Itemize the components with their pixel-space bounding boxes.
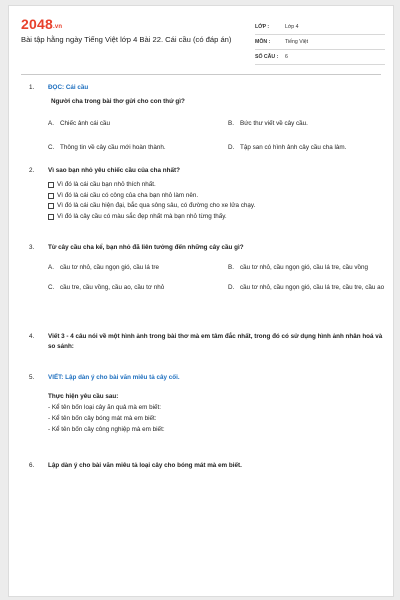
question-title: Lập dàn ý cho bài văn miêu tả loại cây cho bóng mát mà em biết. [48,462,242,469]
answer-option-a[interactable] [48,263,220,273]
option-letter: B. [228,120,234,127]
meta-label: SỐ CÂU : [255,54,279,60]
checkbox-label: Vì đó là cây cầu có màu sắc đẹp nhất mà bạn nhỏ từng thấy. [57,212,227,220]
question-number: 6. [29,462,35,469]
option-letter: B. [228,264,234,271]
meta-value: 6 [285,54,288,60]
answer-option-d[interactable] [228,143,400,153]
meta-row-class [255,20,385,35]
option-letter: A. [48,120,54,127]
question-number: 2. [29,167,35,174]
meta-row-subject [255,35,385,50]
question-1 [21,83,383,153]
question-3 [21,243,383,293]
header-divider [21,74,381,75]
option-text: cầu tre, cầu vồng, cầu ao, cầu tơ nhỏ [60,284,165,291]
option-text: Bức thư viết về cây cầu. [240,120,308,127]
option-letter: D. [228,144,235,151]
worksheet-header [9,6,393,70]
checkbox[interactable] [48,203,54,209]
option-letter: A. [48,264,54,271]
answer-options [48,119,383,153]
question-6 [21,461,383,471]
checkbox-label: Vì đó là cái cầu có công của cha bạn nhỏ làm nên. [57,191,199,199]
question-number: 4. [29,333,35,340]
logo-suffix: .vn [52,24,63,30]
document-title: Bài tập hằng ngày Tiếng Việt lớp 4 Bài 22. Cái cầu (có đáp án) [21,35,232,44]
meta-label: LỚP : [255,24,270,30]
worksheet-page [8,5,394,597]
question-prompt: Thực hiện yêu cầu sau: [48,393,119,400]
question-title: Vì sao bạn nhỏ yêu chiếc cầu của cha nhất? [48,167,180,174]
question-5 [21,373,383,435]
prompt-line: - Kể tên bốn loại cây ăn quả mà em biết: [48,404,162,411]
question-title: VIẾT: Lập dàn ý cho bài văn miêu tả cây cối. [48,374,180,381]
site-logo[interactable] [21,16,62,32]
prompt-line: - Kể tên bốn cây bóng mát mà em biết: [48,415,157,422]
answer-option-c[interactable] [48,283,220,293]
option-text: Chiếc ảnh cái cầu [60,120,111,127]
option-letter: C. [48,284,55,291]
question-2 [21,166,383,222]
option-text: cầu tơ nhỏ, cầu ngọn gió, cầu lá tre, cầu tre, cầu ao [240,284,385,291]
option-text: Tập san có hình ảnh cây cầu cha làm. [240,144,347,151]
option-text: Thông tin về cây cầu mới hoàn thành. [60,144,166,151]
question-prompt: Người cha trong bài thơ gửi cho con thứ gì? [51,98,185,105]
checkbox-list [48,180,383,222]
question-number: 5. [29,374,35,381]
question-number: 1. [29,84,35,91]
checkbox-option[interactable] [48,201,383,212]
checkbox-label: Vì đó là cái cầu hiện đại, bắc qua sông sâu, có đường cho xe lửa chạy. [57,202,256,209]
answer-option-d[interactable] [228,283,400,293]
meta-table [255,20,385,65]
option-letter: C. [48,144,55,151]
prompt-line: - Kể tên bốn cây công nghiệp mà em biết: [48,426,165,433]
question-number: 3. [29,244,35,251]
checkbox-option[interactable] [48,191,383,202]
checkbox[interactable] [48,182,54,188]
logo-text: 2048 [21,16,53,32]
meta-value: Tiếng Việt [285,39,309,45]
option-letter: D. [228,284,235,291]
question-title: Từ cây cầu cha kể, bạn nhỏ đã liên tưởng đến những cây cầu gì? [48,244,244,251]
checkbox-label: Vì đó là cái cầu bạn nhỏ thích nhất. [57,181,156,188]
answer-option-b[interactable] [228,119,400,129]
question-title: ĐỌC: Cái cầu [48,84,89,91]
question-4 [21,332,383,352]
option-text: cầu tơ nhỏ, cầu ngọn gió, cầu lá tre, cầu vồng [240,264,369,271]
checkbox[interactable] [48,214,54,220]
answer-option-b[interactable] [228,263,400,273]
answer-option-a[interactable] [48,119,220,129]
checkbox[interactable] [48,193,54,199]
question-title: Viết 3 - 4 câu nói về một hình ảnh trong bài thơ mà em tâm đắc nhất, trong đó có sử dụng hình ảnh nhân hoá và so sánh: [48,333,383,350]
meta-label: MÔN : [255,39,271,45]
meta-row-count [255,50,385,65]
answer-option-c[interactable] [48,143,220,153]
option-text: cầu tơ nhỏ, cầu ngọn gió, cầu lá tre [60,264,159,271]
checkbox-option[interactable] [48,212,383,223]
checkbox-option[interactable] [48,180,383,191]
answer-options [48,263,383,293]
meta-value: Lớp 4 [285,24,299,30]
